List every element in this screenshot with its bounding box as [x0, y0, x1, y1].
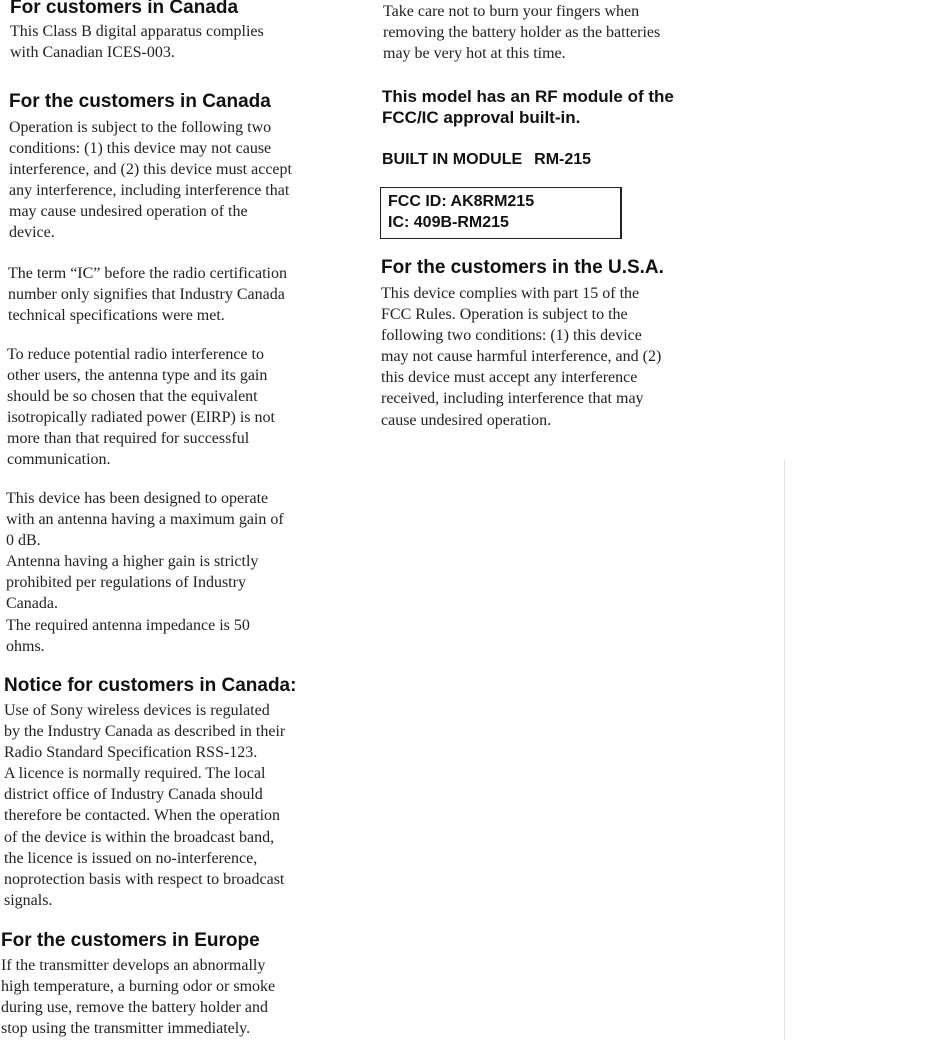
text-line: by the Industry Canada as described in their — [4, 723, 286, 741]
scan-artifact-line — [784, 460, 785, 1040]
paragraph-antenna-interference — [7, 344, 275, 471]
text-line: This Class B digital apparatus complies — [10, 23, 264, 40]
text-line: Use of Sony wireless devices is regulated — [4, 702, 270, 719]
text-line: signals. — [4, 891, 53, 909]
text-line: should be so chosen that the equivalent — [7, 388, 258, 406]
section-battery-caution — [383, 1, 660, 64]
section-antenna-gain — [6, 488, 284, 657]
text-line: cause undesired operation. — [381, 411, 552, 429]
built-in-module-line — [382, 150, 591, 170]
text-line: communication. — [7, 451, 111, 469]
fcc-id: FCC ID: AK8RM215 — [388, 193, 535, 210]
text-line: Operation is subject to the following two — [9, 119, 272, 136]
paragraph-usa — [381, 283, 664, 431]
text-line: noprotection basis with respect to broadcast — [4, 870, 285, 888]
paragraph-canada-conditions — [9, 117, 292, 244]
ic-number: IC: 409B-RM215 — [388, 214, 509, 231]
text-line: Antenna having a higher gain is strictly — [6, 553, 259, 571]
section-canada-ices — [10, 0, 264, 63]
text-line: more than that required for successful — [7, 430, 250, 448]
text-line: FCC Rules. Operation is subject to the — [381, 306, 628, 324]
text-line: The term “IC” before the radio certification — [8, 265, 287, 282]
text-line: Take care not to burn your fingers when — [383, 3, 640, 20]
text-line: ohms. — [6, 637, 45, 655]
text-line: any interference, including interference that — [9, 182, 290, 200]
text-line: with an antenna having a maximum gain of — [6, 511, 284, 529]
text-line: received, including interference that may — [381, 390, 644, 408]
text-line: A licence is normally required. The local — [4, 765, 266, 783]
text-line: If the transmitter develops an abnormally — [1, 957, 266, 974]
heading-europe: For the customers in Europe — [1, 930, 260, 951]
text-line: may not cause harmful interference, and (2) — [381, 348, 662, 366]
text-line: may cause undesired operation of the — [9, 203, 248, 221]
text-line: may be very hot at this time. — [383, 45, 566, 63]
text-line: removing the battery holder as the batteries — [383, 24, 661, 42]
heading-line: FCC/IC approval built-in. — [382, 108, 581, 127]
heading-rf-module — [382, 86, 674, 128]
section-ic-term — [8, 263, 287, 326]
text-line: Canada. — [6, 595, 58, 613]
text-line: this device must accept any interference — [381, 369, 638, 387]
module-model: RM-215 — [534, 151, 592, 168]
heading-usa: For the customers in the U.S.A. — [381, 257, 664, 278]
text-line: number only signifies that Industry Canada — [8, 286, 285, 304]
paragraph-canada-ices — [10, 21, 264, 63]
module-label: BUILT IN MODULE — [382, 151, 523, 168]
text-line: following two conditions: (1) this device — [381, 327, 642, 345]
text-line: district office of Industry Canada should — [4, 786, 263, 804]
text-line: high temperature, a burning odor or smoke — [1, 978, 276, 996]
text-line: the licence is issued on no-interference, — [4, 849, 258, 867]
text-line: This device has been designed to operate — [6, 490, 269, 507]
section-antenna-interference — [7, 344, 275, 471]
text-line: with Canadian ICES-003. — [10, 44, 175, 62]
section-canada-conditions — [9, 91, 292, 244]
text-line: interference, and (2) this device must accept — [9, 161, 292, 179]
section-europe — [1, 930, 275, 1039]
heading-canada-conditions: For the customers in Canada — [9, 91, 271, 112]
text-line: during use, remove the battery holder and — [1, 999, 269, 1017]
text-line: of the device is within the broadcast band, — [4, 828, 275, 846]
text-line: device. — [9, 224, 55, 242]
section-usa — [381, 257, 664, 431]
fcc-id-box — [380, 187, 622, 239]
heading-line: This model has an RF module of the — [382, 87, 674, 106]
section-rf-module — [382, 86, 674, 128]
text-line: therefore be contacted. When the operation — [4, 807, 281, 825]
paragraph-europe — [1, 955, 275, 1039]
paragraph-antenna-gain — [6, 488, 284, 657]
text-line: This device complies with part 15 of the — [381, 285, 640, 302]
paragraph-ic-term — [8, 263, 287, 326]
paragraph-sony-notice — [4, 700, 296, 911]
section-sony-notice — [4, 675, 296, 911]
heading-sony-notice: Notice for customers in Canada: — [4, 675, 297, 696]
text-line: stop using the transmitter immediately. — [1, 1020, 251, 1038]
text-line: conditions: (1) this device may not cause — [9, 140, 272, 158]
text-line: The required antenna impedance is 50 — [6, 616, 250, 634]
text-line: other users, the antenna type and its gain — [7, 367, 268, 385]
text-line: technical specifications were met. — [8, 307, 225, 325]
text-line: Radio Standard Specification RSS-123. — [4, 744, 258, 762]
text-line: prohibited per regulations of Industry — [6, 574, 246, 592]
text-line: To reduce potential radio interference to — [7, 346, 264, 363]
heading-canada-ices: For customers in Canada — [10, 0, 239, 18]
text-line: isotropically radiated power (EIRP) is not — [7, 409, 275, 427]
text-line: 0 dB. — [6, 532, 41, 550]
paragraph-battery-caution — [383, 1, 660, 64]
